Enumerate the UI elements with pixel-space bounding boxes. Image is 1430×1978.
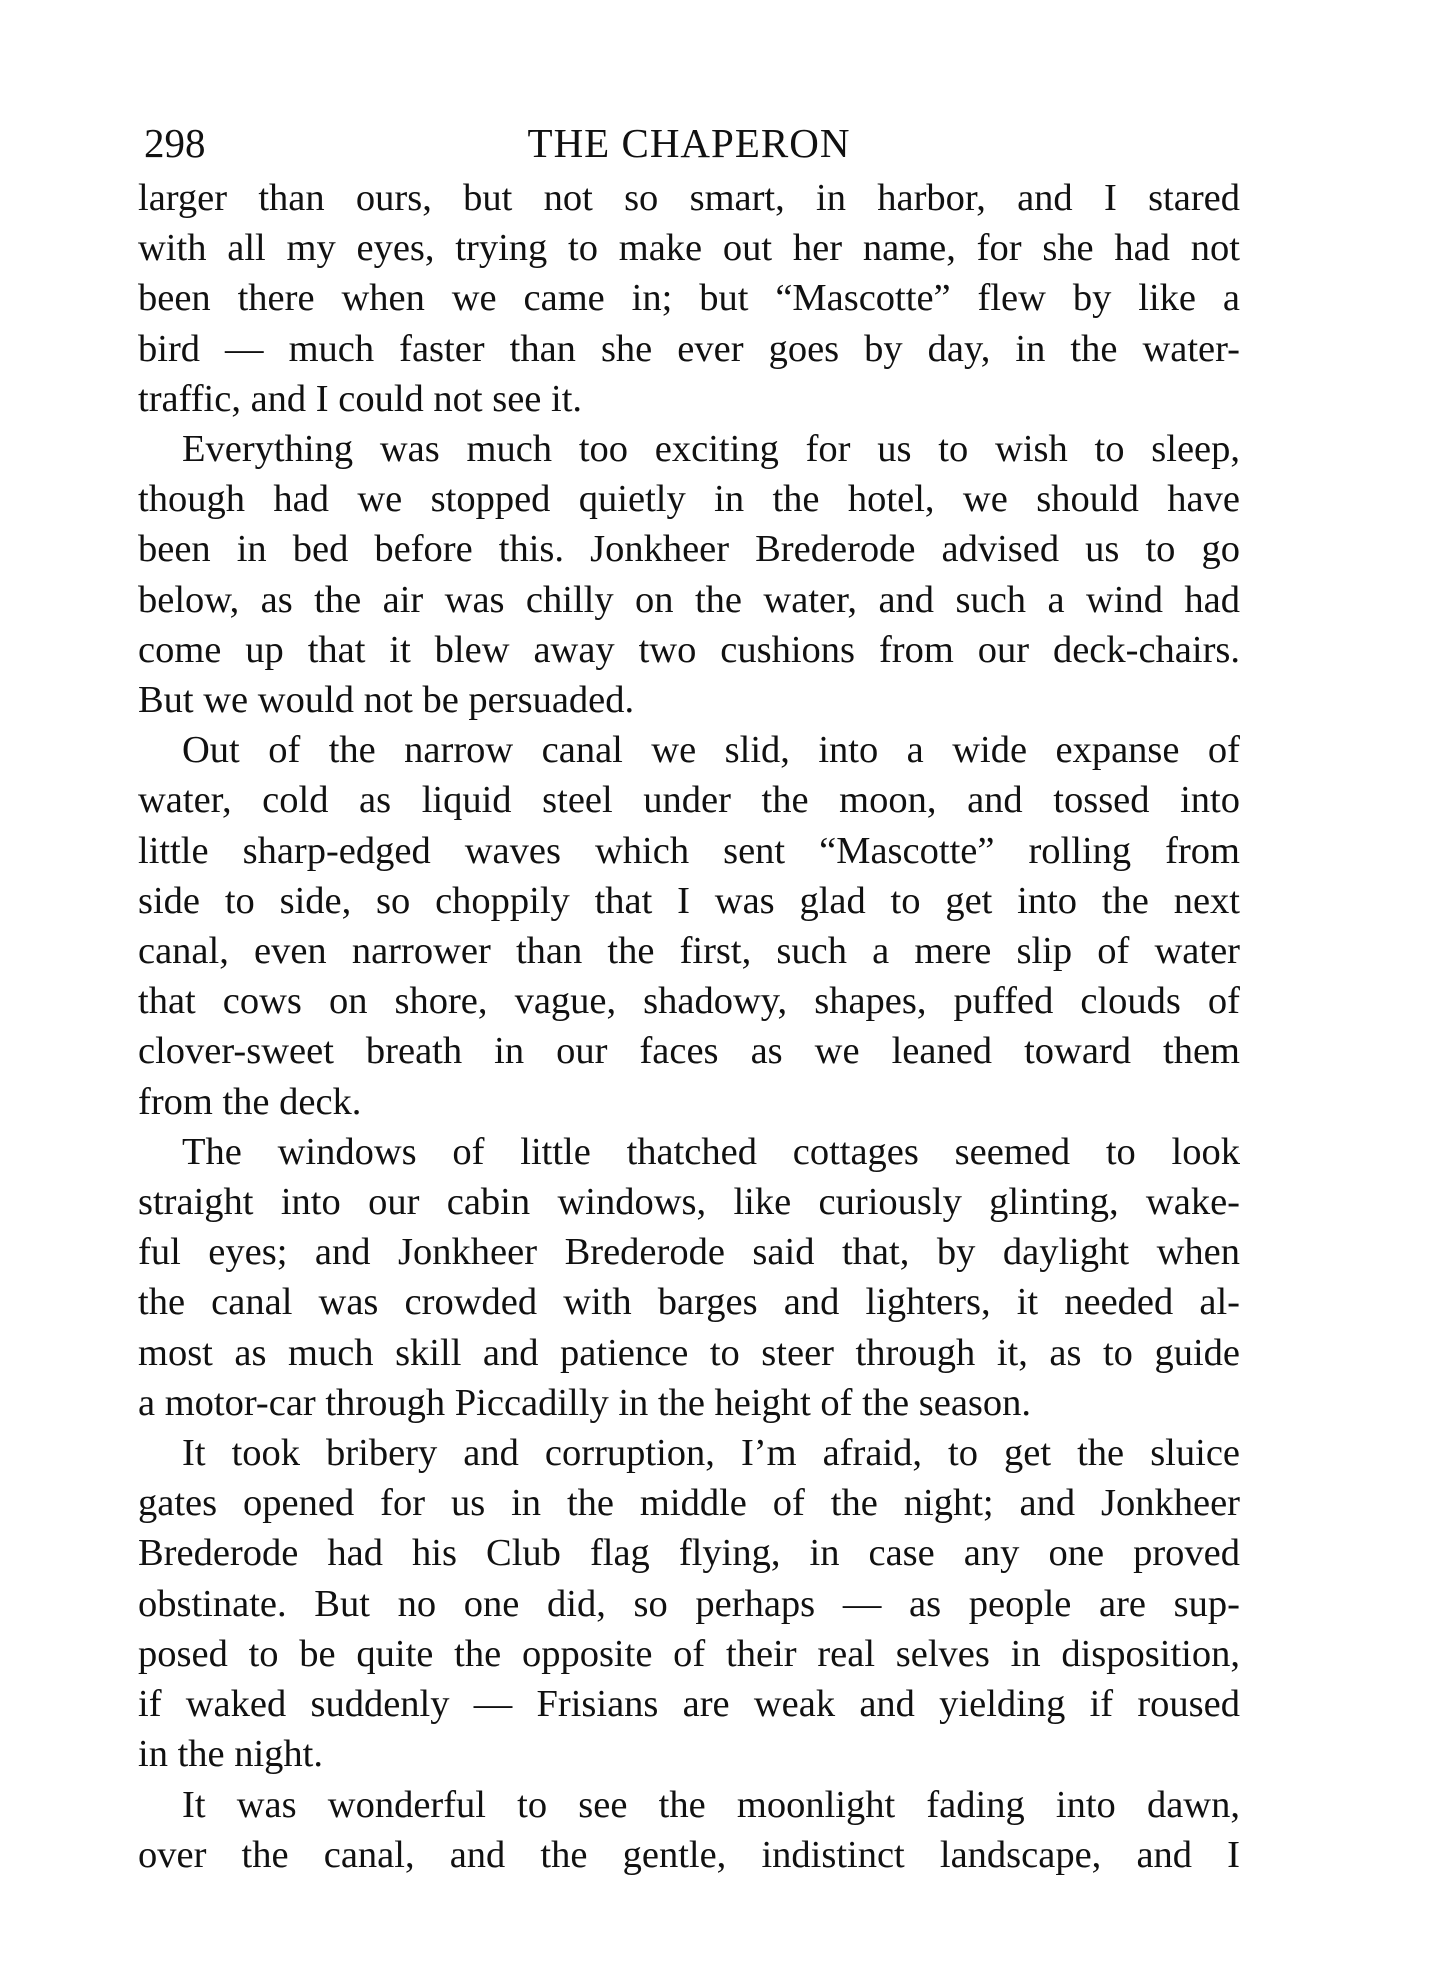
text-line: over the canal, and the gentle, indistinct landscape, and I [138,1833,1240,1876]
text-line: ful eyes; and Jonkheer Brederode said that, by daylight when [138,1231,1240,1274]
text-line: canal, even narrower than the first, such a mere slip of water [138,930,1240,973]
text-line: bird — much faster than she ever goes by day, in the water- [138,327,1240,370]
text-line: with all my eyes, trying to make out her name, for she had not [138,227,1240,270]
text-line: larger than ours, but not so smart, in harbor, and I stared [138,177,1240,219]
paragraph [138,173,1240,424]
paragraph [138,1127,1240,1428]
paragraph [138,1428,1240,1779]
text-line: a motor-car through Piccadilly in the height of the season. [138,1381,1032,1424]
text-line: But we would not be persuaded. [138,679,635,722]
text-line: obstinate. But no one did, so perhaps — as people are sup- [138,1582,1240,1625]
text-line: posed to be quite the opposite of their real selves in disposition, [138,1632,1240,1675]
running-head [138,118,1240,168]
paragraph [138,1780,1240,1880]
text-line: It was wonderful to see the moonlight fading into dawn, [182,1783,1240,1826]
text-line: come up that it blew away two cushions from our deck-chairs. [138,628,1240,671]
text-line: The windows of little thatched cottages seemed to look [182,1130,1240,1173]
text-line: straight into our cabin windows, like curiously glinting, wake- [138,1181,1240,1224]
text-line: been in bed before this. Jonkheer Brederode advised us to go [138,528,1240,571]
text-line: in the night. [138,1733,323,1776]
text-line: if waked suddenly — Frisians are weak and yielding if roused [138,1683,1240,1726]
text-line: that cows on shore, vague, shadowy, shapes, puffed clouds of [138,980,1240,1023]
text-line: traffic, and I could not see it. [138,377,583,420]
text-line: clover-sweet breath in our faces as we leaned toward them [138,1030,1240,1073]
text-line: It took bribery and corruption, I’m afraid, to get the sluice [182,1432,1240,1475]
text-line: Everything was much too exciting for us to wish to sleep, [182,428,1240,471]
text-line: gates opened for us in the middle of the night; and Jonkheer [138,1482,1240,1525]
text-line: below, as the air was chilly on the water, and such a wind had [138,578,1240,621]
paragraph [138,725,1240,1127]
running-title: THE CHAPERON [527,120,851,166]
text-line: Brederode had his Club flag flying, in case any one proved [138,1532,1240,1575]
paragraph [138,424,1240,725]
text-line: from the deck. [138,1080,362,1123]
text-line: most as much skill and patience to steer through it, as to guide [138,1331,1240,1374]
text-line: side to side, so choppily that I was glad to get into the next [138,879,1240,922]
text-line: the canal was crowded with barges and lighters, it needed al- [138,1281,1240,1324]
body-text [138,173,1240,1880]
page-number: 298 [144,120,206,166]
text-line: been there when we came in; but “Mascotte” flew by like a [138,277,1240,320]
text-line: little sharp-edged waves which sent “Mascotte” rolling from [138,829,1240,872]
text-line: Out of the narrow canal we slid, into a wide expanse of [182,729,1240,772]
text-line: water, cold as liquid steel under the moon, and tossed into [138,779,1240,822]
book-page [138,118,1240,1880]
text-line: though had we stopped quietly in the hotel, we should have [138,478,1240,521]
